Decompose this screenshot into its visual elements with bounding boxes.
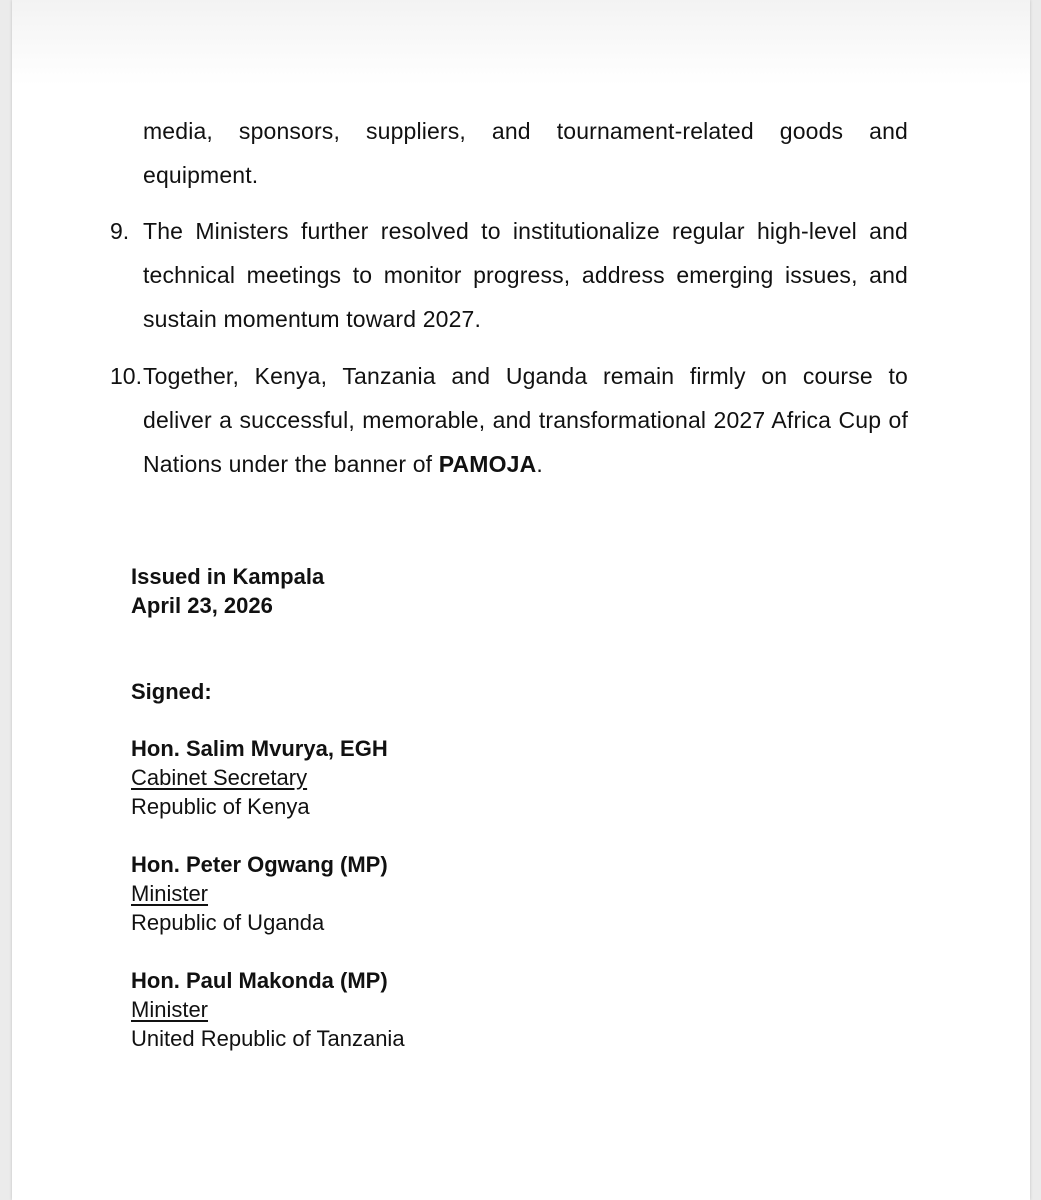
- paragraph-number: 10.: [110, 363, 142, 389]
- signatory-name: Hon. Peter Ogwang (MP): [131, 852, 388, 877]
- paragraph-line: [143, 442, 908, 486]
- paragraph-line: Together, Kenya, Tanzania and Uganda remain firmly on course to: [143, 363, 908, 389]
- signatory-tanzania: [131, 966, 405, 1053]
- paragraph-number: 9.: [110, 218, 130, 244]
- issued-block: [131, 562, 324, 620]
- signatory-name: Hon. Paul Makonda (MP): [131, 968, 388, 993]
- paragraph-line: equipment.: [143, 162, 259, 188]
- page-top-shade: [12, 0, 1030, 85]
- signatory-title: Cabinet Secretary: [131, 765, 308, 790]
- document-page: [12, 0, 1030, 1200]
- paragraph-text: Nations under the banner of: [143, 451, 439, 477]
- paragraph-line: The Ministers further resolved to institutionalize regular high-level and: [143, 218, 908, 244]
- paragraph-10: [143, 354, 908, 486]
- paragraph-9: [143, 209, 908, 341]
- pamoja-emphasis: PAMOJA: [438, 451, 537, 477]
- issued-date: April 23, 2026: [131, 593, 273, 618]
- signatory-country: Republic of Uganda: [131, 910, 325, 935]
- signatory-name: Hon. Salim Mvurya, EGH: [131, 736, 388, 761]
- signatory-kenya: [131, 734, 388, 821]
- paragraph-line: deliver a successful, memorable, and transformational 2027 Africa Cup of: [143, 407, 908, 433]
- signatory-title: Minister: [131, 997, 209, 1022]
- paragraph-line: media, sponsors, suppliers, and tournament-related goods and: [143, 118, 908, 144]
- paragraph-8-continuation: [143, 109, 908, 197]
- paragraph-text: .: [536, 451, 543, 477]
- issued-place: Issued in Kampala: [131, 564, 325, 589]
- signatory-title: Minister: [131, 881, 209, 906]
- paragraph-line: technical meetings to monitor progress, address emerging issues, and: [143, 262, 908, 288]
- signatory-uganda: [131, 850, 388, 937]
- paragraph-line: sustain momentum toward 2027.: [143, 306, 482, 332]
- signed-label: Signed:: [131, 679, 212, 704]
- signatory-country: Republic of Kenya: [131, 794, 310, 819]
- signatory-country: United Republic of Tanzania: [131, 1026, 405, 1051]
